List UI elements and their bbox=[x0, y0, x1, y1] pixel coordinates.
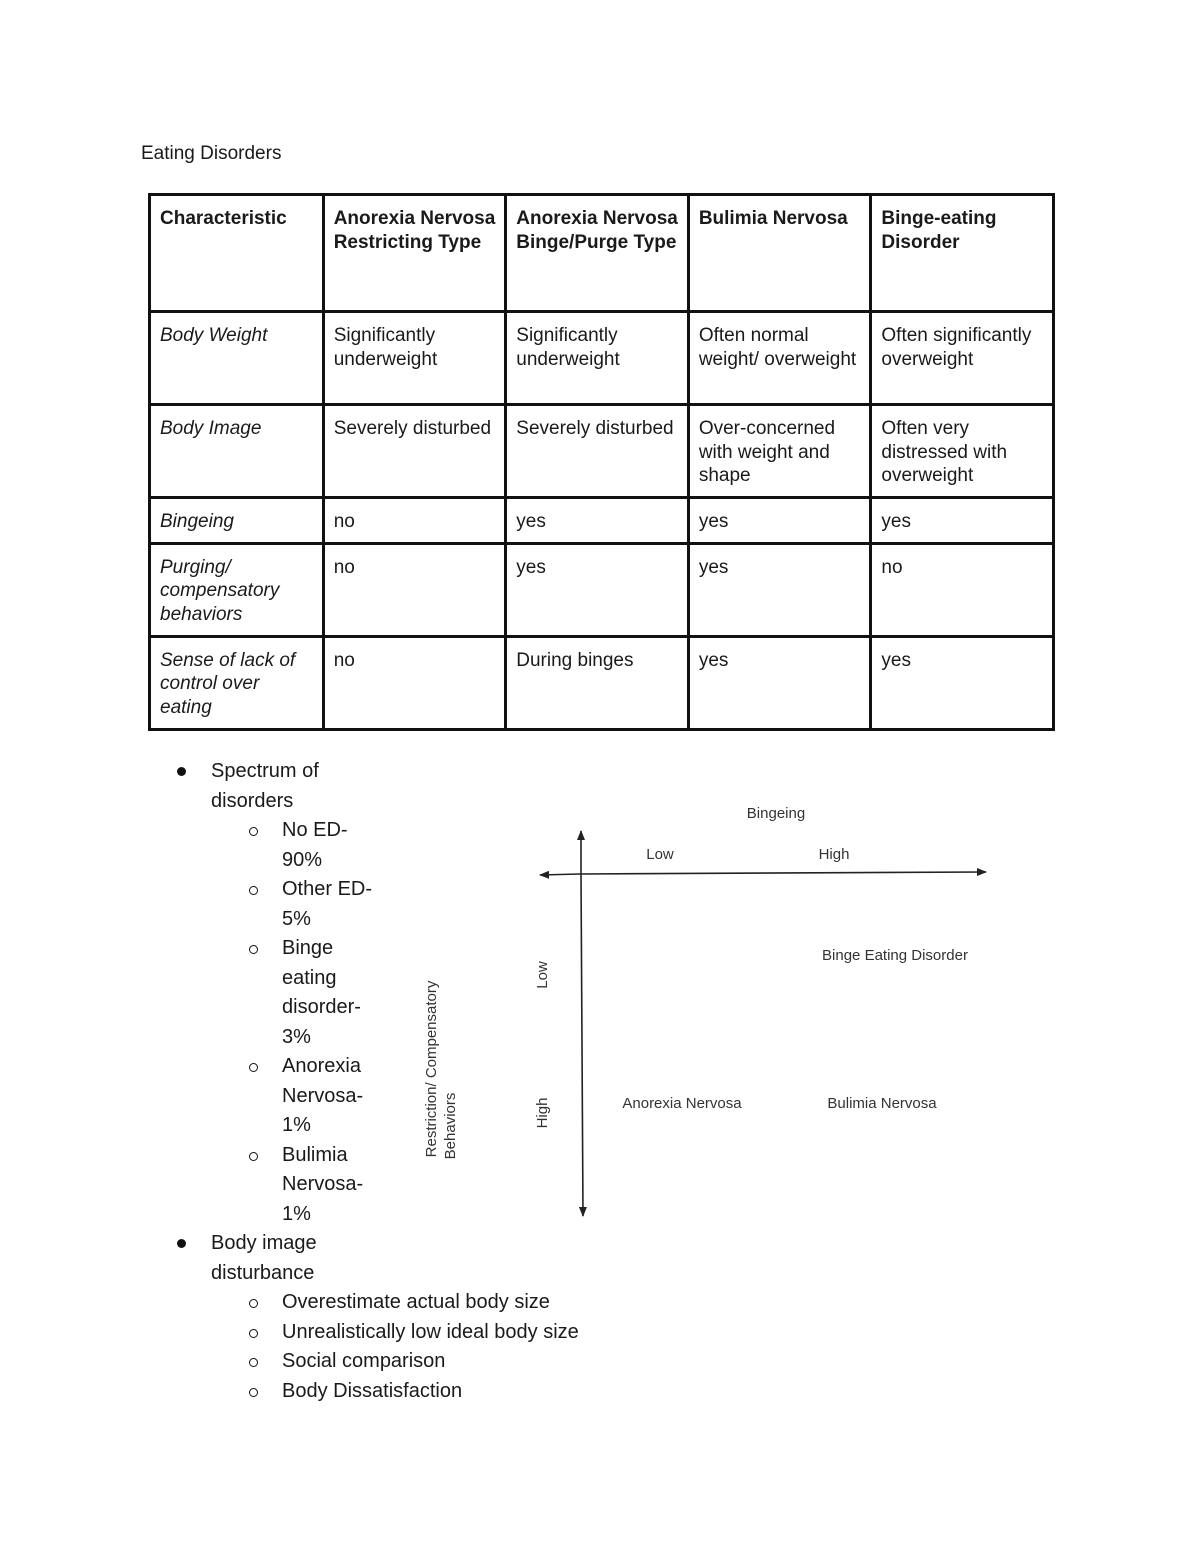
y-axis-title: Restriction/ Compensatory bbox=[423, 980, 440, 1158]
table-cell: Severely disturbed bbox=[506, 405, 689, 498]
x-high-label: High bbox=[818, 846, 850, 863]
list-item-label: Spectrum of disorders bbox=[211, 760, 319, 812]
row-label: Purging/ compensatory behaviors bbox=[150, 543, 324, 636]
table-cell: Often very distressed with overweight bbox=[871, 405, 1054, 498]
table-cell: no bbox=[323, 498, 506, 544]
table-cell: yes bbox=[506, 498, 689, 544]
list-item-label: No ED- 90% bbox=[282, 819, 348, 871]
list-item-label: Anorexia Nervosa- 1% bbox=[282, 1055, 364, 1136]
list-item-label: Body image disturbance bbox=[211, 1232, 317, 1284]
row-label: Body Image bbox=[150, 405, 324, 498]
table-cell: Over-concerned with weight and shape bbox=[688, 405, 871, 498]
list-item-label: Binge eating disorder- 3% bbox=[282, 937, 361, 1048]
list-item-label: Other ED- 5% bbox=[282, 878, 373, 930]
x-axis-left-arrow bbox=[540, 874, 580, 875]
anorexia-nervosa-label: Anorexia Nervosa bbox=[622, 1095, 742, 1112]
table-cell: Significantly underweight bbox=[506, 312, 689, 405]
table-cell: yes bbox=[871, 498, 1054, 544]
y-low-label: Low bbox=[534, 961, 551, 989]
row-label: Sense of lack of control over eating bbox=[150, 636, 324, 729]
list-item-label: Body Dissatisfaction bbox=[282, 1379, 463, 1402]
list-item-label: Unrealistically low ideal body size bbox=[282, 1320, 579, 1343]
binge-eating-disorder-label: Binge Eating Disorder bbox=[822, 947, 968, 964]
table-cell: Often significantly overweight bbox=[871, 312, 1054, 405]
x-axis-title: Bingeing bbox=[746, 805, 806, 822]
header-cell: Bulimia Nervosa bbox=[688, 195, 871, 312]
document-title: Eating Disorders bbox=[141, 143, 282, 164]
header-cell: Binge-eating Disorder bbox=[871, 195, 1054, 312]
bulimia-nervosa-label: Bulimia Nervosa bbox=[827, 1095, 937, 1112]
header-cell: Characteristic bbox=[150, 195, 324, 312]
table-cell: Severely disturbed bbox=[323, 405, 506, 498]
table-cell: Often normal weight/ overweight bbox=[688, 312, 871, 405]
table-cell: Significantly underweight bbox=[323, 312, 506, 405]
table-cell: yes bbox=[688, 498, 871, 544]
table-cell: yes bbox=[871, 636, 1054, 729]
list-item-label: Social comparison bbox=[282, 1350, 446, 1372]
list-item-label: Overestimate actual body size bbox=[282, 1291, 550, 1313]
header-cell: Anorexia Nervosa Binge/Purge Type bbox=[506, 195, 689, 312]
table-cell: no bbox=[323, 543, 506, 636]
header-cell: Anorexia Nervosa Restricting Type bbox=[323, 195, 506, 312]
table-cell: During binges bbox=[506, 636, 689, 729]
row-label: Bingeing bbox=[150, 498, 324, 544]
x-low-label: Low bbox=[646, 846, 674, 863]
row-label: Body Weight bbox=[150, 312, 324, 405]
table-cell: yes bbox=[688, 543, 871, 636]
y-axis-title-line2: Behaviors bbox=[442, 1092, 459, 1160]
y-axis-down-arrow bbox=[581, 874, 583, 1216]
table-cell: no bbox=[871, 543, 1054, 636]
table-cell: yes bbox=[688, 636, 871, 729]
x-axis-right-arrow bbox=[580, 872, 986, 874]
table-cell: no bbox=[323, 636, 506, 729]
y-high-label: High bbox=[534, 1097, 551, 1129]
list-item-label: Bulimia Nervosa- 1% bbox=[282, 1143, 364, 1225]
table-cell: yes bbox=[506, 543, 689, 636]
